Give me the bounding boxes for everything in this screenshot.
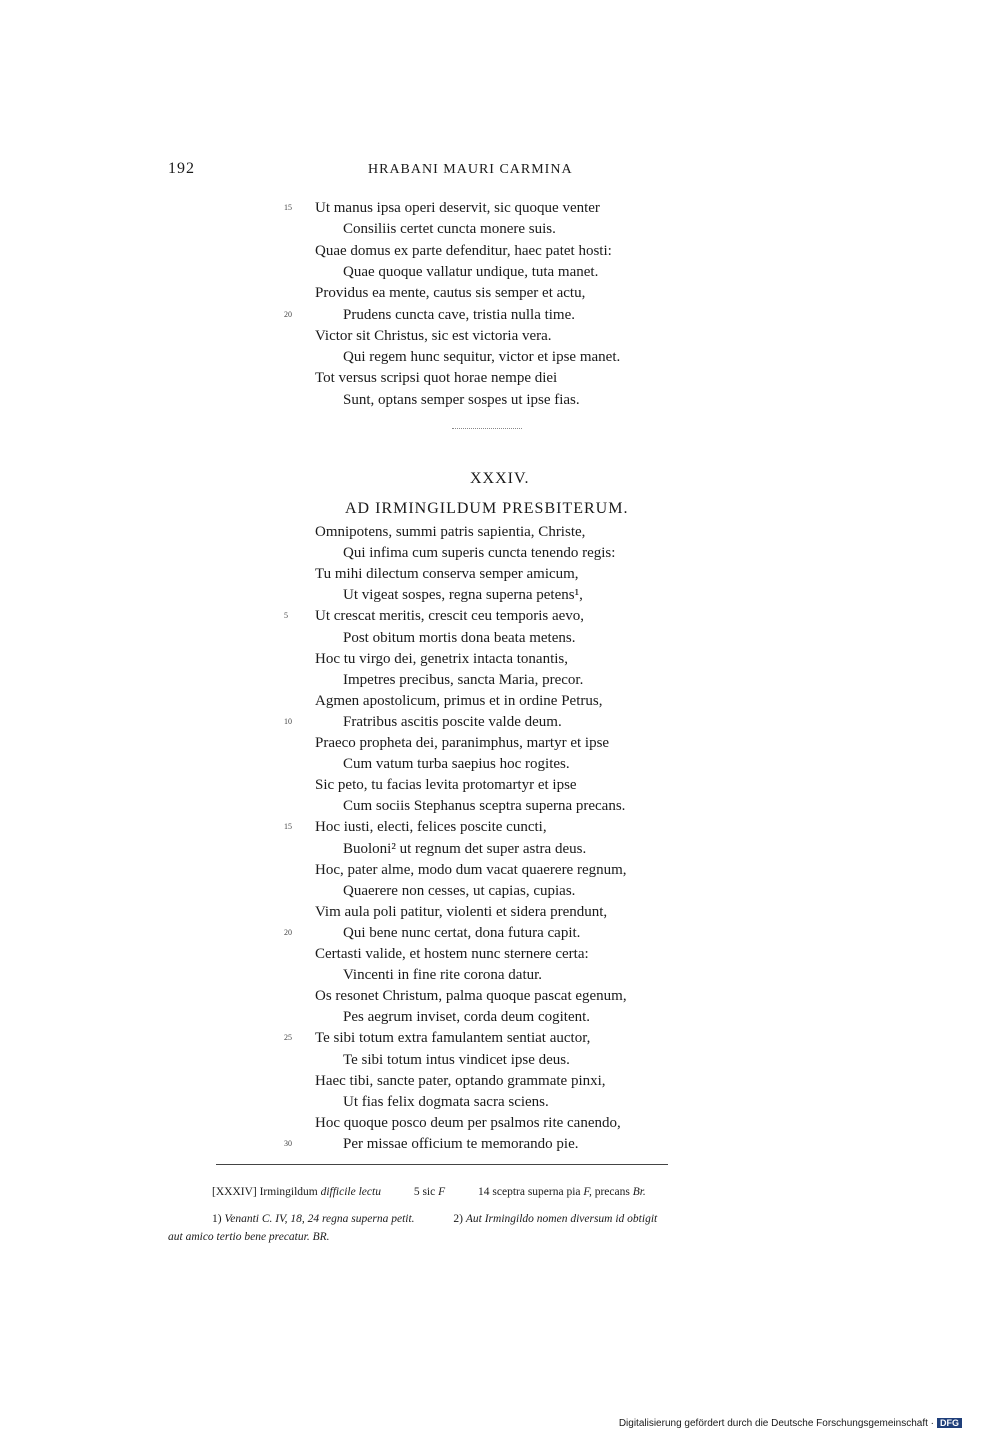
apparatus-note: difficile lectu [320, 1186, 381, 1198]
verse-line: Os resonet Christum, palma quoque pascat egenum, [315, 988, 627, 1005]
verse-line: Tot versus scripsi quot horae nempe diei [315, 370, 558, 387]
verse-line: Sic peto, tu facias levita protomartyr et ipse [315, 777, 577, 794]
section-divider [452, 428, 522, 429]
verse-line: Consiliis certet cuncta monere suis. [343, 221, 556, 238]
verse-line: Ut vigeat sospes, regna superna petens¹, [343, 587, 583, 604]
verse-line: Hoc, pater alme, modo dum vacat quaerere regnum, [315, 861, 627, 878]
verse-line: Ut fias felix dogmata sacra sciens. [343, 1093, 549, 1110]
verse-line: Hoc quoque posco deum per psalmos rite canendo, [315, 1114, 621, 1131]
line-number: 15 [284, 203, 292, 212]
verse-line: Praeco propheta dei, paranimphus, martyr et ipse [315, 735, 610, 751]
apparatus-siglum: Br. [632, 1186, 646, 1198]
verse-line: Hoc tu virgo dei, genetrix intacta tonantis, [315, 650, 568, 667]
poem-title: AD IRMINGILDUM PRESBITERUM. [345, 500, 629, 517]
line-number: 30 [284, 1138, 292, 1148]
verse-line: Victor sit Christus, sic est victoria vera. [315, 327, 552, 344]
footnote-line [212, 1213, 657, 1225]
footnote-text: Venanti C. IV, 18, 24 regna superna petit. [224, 1213, 415, 1225]
line-number: 20 [284, 927, 292, 937]
verse-line: Buoloni² ut regnum det super astra deus. [343, 840, 587, 857]
verse-line: Ut crescat meritis, crescit ceu temporis aevo, [315, 608, 585, 625]
verse-line: Sunt, optans semper sospes ut ipse fias. [343, 391, 580, 408]
apparatus-variant: 5 sic [413, 1186, 436, 1198]
verse-line: Post obitum mortis dona beata metens. [343, 629, 576, 646]
apparatus-variant: 14 sceptra superna pia [478, 1186, 581, 1198]
critical-apparatus [212, 1186, 646, 1198]
verse-line: Qui infima cum superis cuncta tenendo regis: [343, 545, 616, 562]
line-number: 5 [284, 611, 288, 621]
verse-line: Per missae officium te memorando pie. [343, 1135, 579, 1152]
line-number: 20 [284, 309, 292, 319]
verse-line: Quae quoque vallatur undique, tuta manet. [343, 263, 599, 280]
verse-line: Qui regem hunc sequitur, victor et ipse manet. [343, 349, 621, 366]
verse-line: Quae domus ex parte defenditur, haec patet hosti: [315, 242, 612, 259]
credit-text: Digitalisierung gefördert durch die Deutsche Forschungsgemeinschaft · [618, 1418, 934, 1429]
verse-line: Pes aegrum inviset, corda deum cogitent. [343, 1009, 591, 1026]
verse-line: Te sibi totum extra famulantem sentiat auctor, [315, 1030, 591, 1047]
verse-line: Cum vatum turba saepius hoc rogites. [343, 756, 570, 773]
line-number: 10 [284, 716, 292, 726]
dfg-logo-icon: DFG [937, 1418, 962, 1428]
verse-line: Fratribus ascitis poscite valde deum. [343, 713, 562, 730]
footnote-text: Aut Irmingildo nomen diversum id obtigit [465, 1213, 658, 1225]
line-number: 25 [284, 1033, 292, 1043]
running-title: HRABANI MAURI CARMINA [368, 162, 573, 177]
apparatus-lemma: [XXXIV] Irmingildum [212, 1186, 318, 1198]
footnote-continuation: aut amico tertio bene precatur. BR. [168, 1231, 330, 1243]
verse-line: Providus ea mente, cautus sis semper et actu, [315, 285, 586, 302]
line-number: 15 [284, 822, 292, 832]
verse-line: Agmen apostolicum, primus et in ordine Petrus, [315, 692, 603, 709]
apparatus-siglum: F, [583, 1186, 592, 1198]
digitization-credit [619, 1418, 962, 1429]
verse-line: Prudens cuncta cave, tristia nulla time. [343, 306, 576, 323]
verse-line: Haec tibi, sancte pater, optando grammate pinxi, [315, 1072, 606, 1089]
verse-line: Cum sociis Stephanus sceptra superna precans. [343, 798, 626, 815]
verse-line: Impetres precibus, sancta Maria, precor. [343, 671, 584, 688]
verse-line: Te sibi totum intus vindicet ipse deus. [343, 1051, 570, 1068]
page-number: 192 [168, 160, 195, 177]
verse-line: Vim aula poli patitur, violenti et sidera prendunt, [315, 903, 608, 920]
verse-line: Certasti valide, et hostem nunc sternere certa: [315, 946, 589, 962]
verse-line: Vincenti in fine rite corona datur. [343, 967, 543, 984]
verse-line: Omnipotens, summi patris sapientia, Christe, [315, 524, 586, 540]
verse-line: Ut manus ipsa operi deservit, sic quoque venter [315, 200, 600, 216]
apparatus-variant: precans [594, 1186, 630, 1198]
verse-line: Quaerere non cesses, ut capias, cupias. [343, 882, 576, 899]
verse-line: Hoc iusti, electi, felices poscite cuncti, [315, 819, 547, 836]
footnote-rule [216, 1164, 668, 1165]
verse-line: Tu mihi dilectum conserva semper amicum, [315, 566, 579, 583]
poem-number: XXXIV. [470, 470, 530, 487]
footnote-number: 2) [453, 1213, 463, 1225]
apparatus-siglum: F [438, 1186, 446, 1198]
footnote-number: 1) [212, 1213, 222, 1225]
verse-line: Qui bene nunc certat, dona futura capit. [343, 924, 581, 941]
